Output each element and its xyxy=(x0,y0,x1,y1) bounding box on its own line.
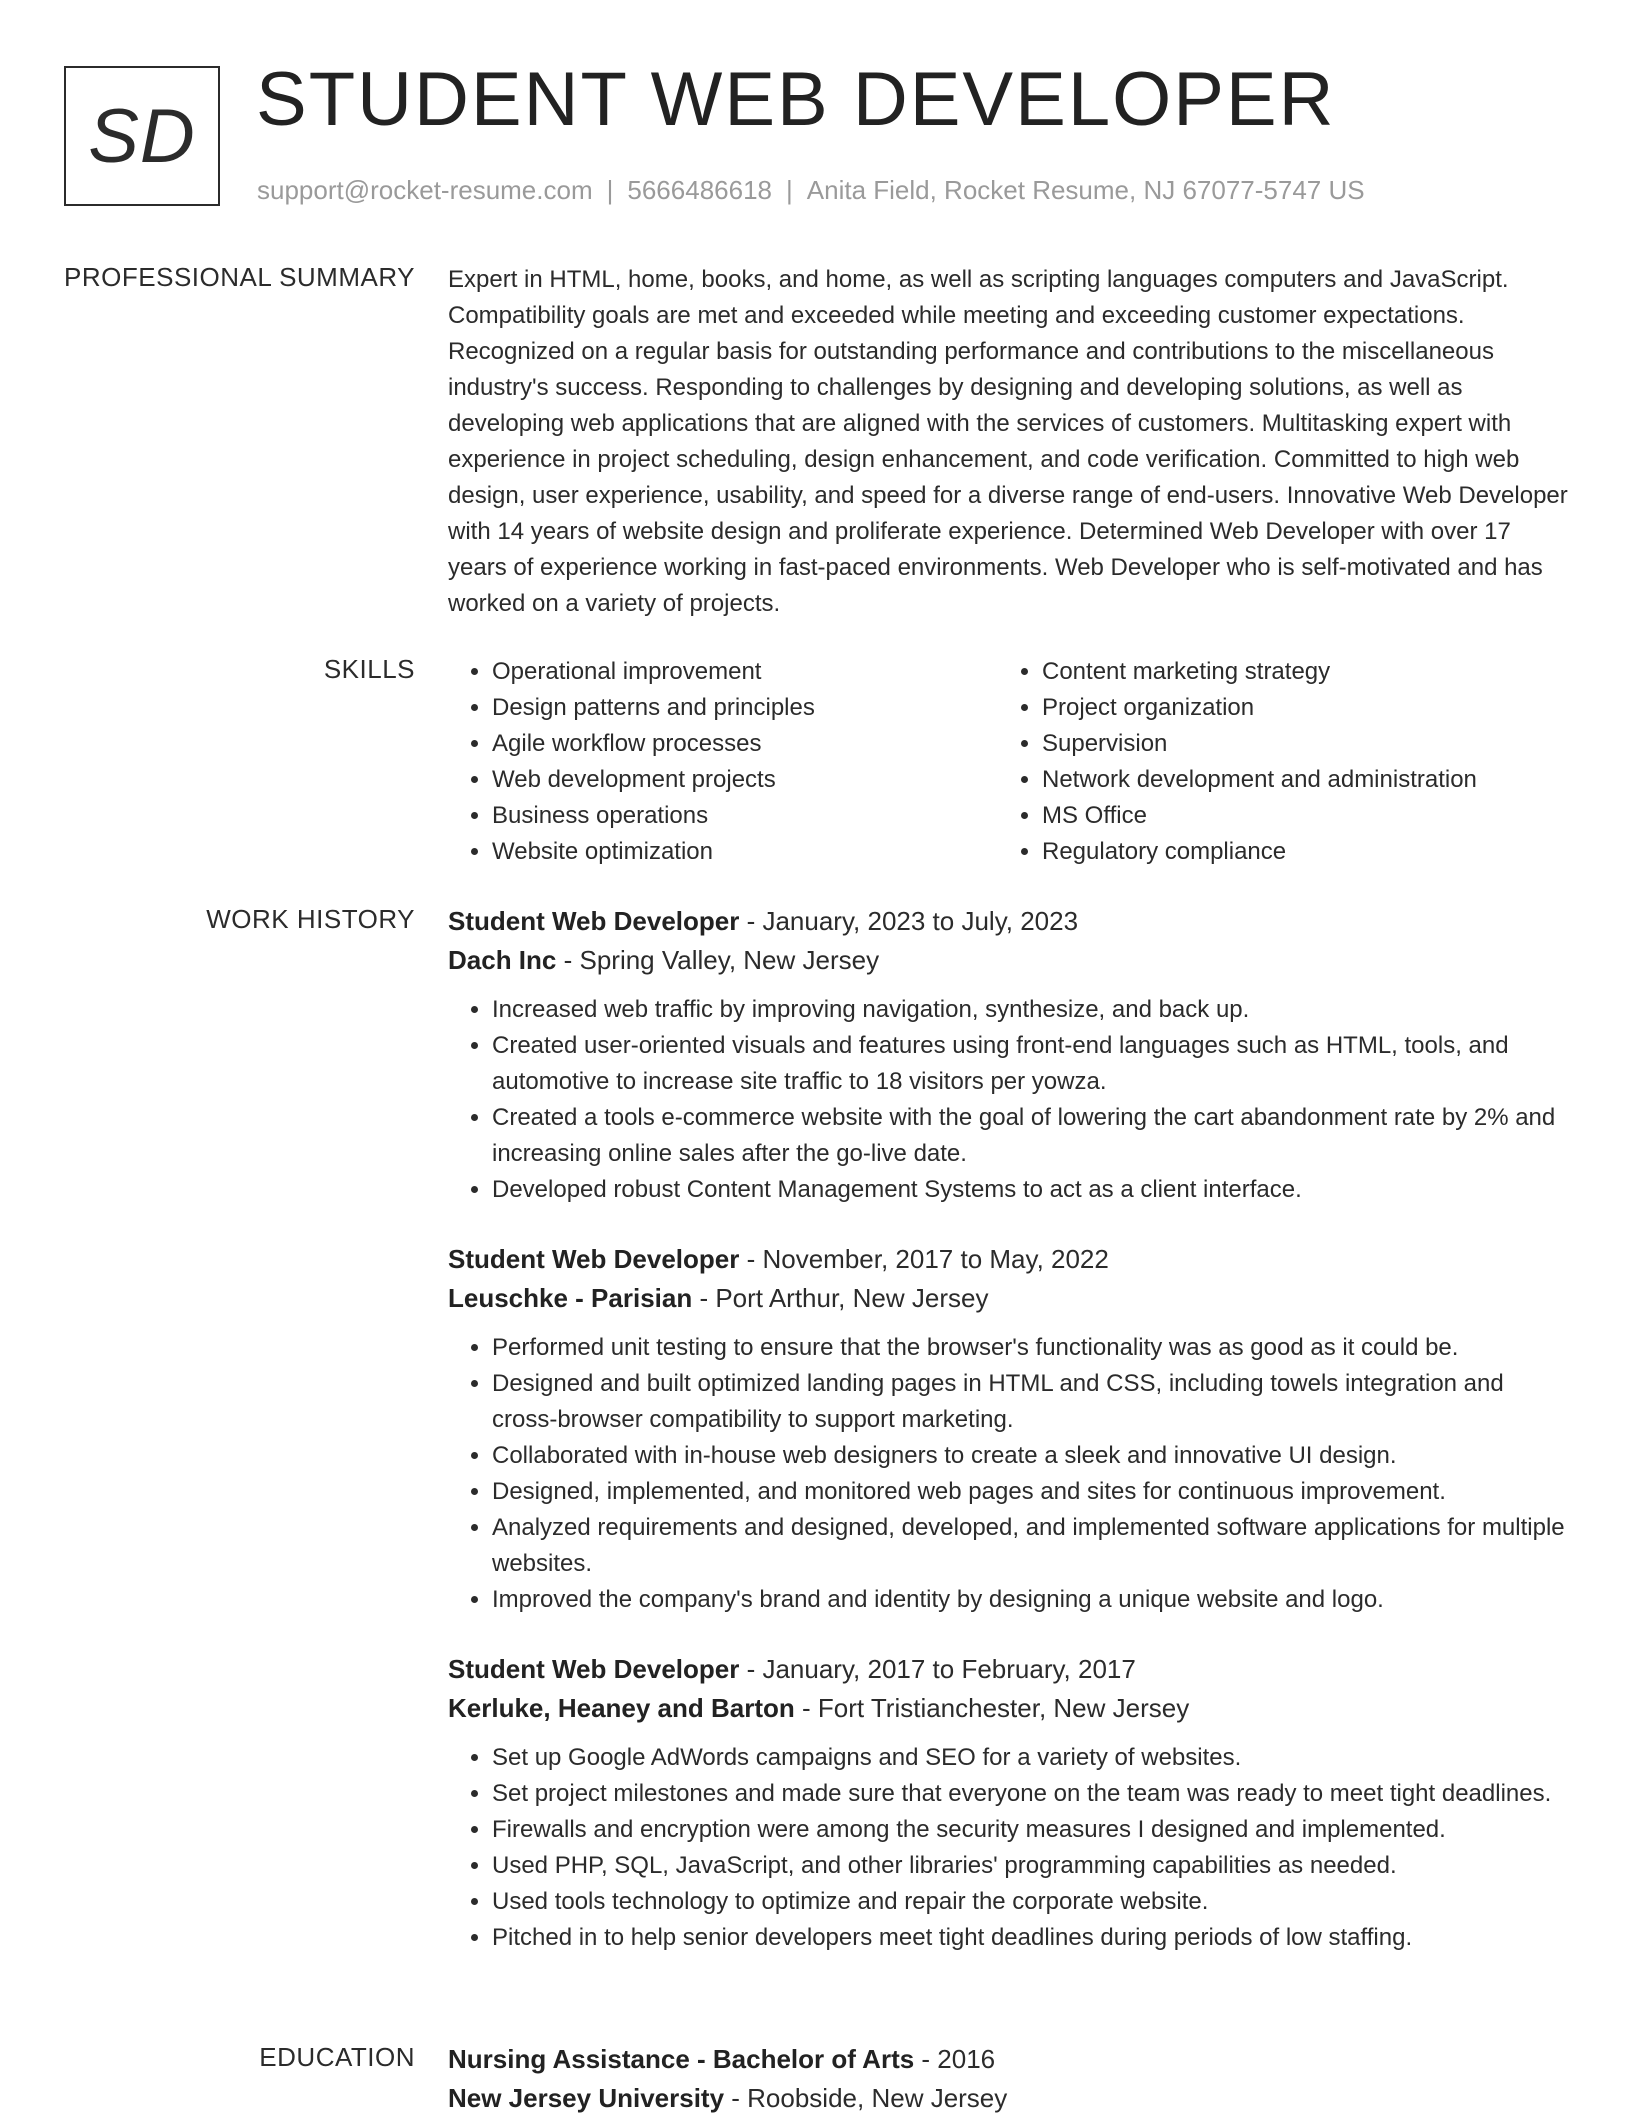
job-title-line xyxy=(448,1650,1568,1689)
job-bullet: • Performed unit testing to ensure that the browser's functionality was as good as it could be. xyxy=(492,1330,1568,1366)
section-heading-education: EDUCATION xyxy=(259,2042,415,2072)
job-title-line xyxy=(448,902,1568,941)
job-location: - Port Arthur, New Jersey xyxy=(692,1283,989,1313)
job-bullet: • Developed robust Content Management Systems to act as a client interface. xyxy=(492,1172,1568,1208)
monogram-logo: SD xyxy=(64,66,220,206)
skill-item: • Website optimization xyxy=(492,834,998,870)
job-company-line xyxy=(448,1279,1568,1318)
job-entry xyxy=(448,1650,1568,1956)
work-body xyxy=(448,902,1568,1988)
job-dates: - November, 2017 to May, 2022 xyxy=(739,1244,1109,1274)
job-bullet: • Firewalls and encryption were among the security measures I designed and implemented. xyxy=(492,1812,1568,1848)
contact-phone: 5666486618 xyxy=(627,175,772,205)
job-bullets xyxy=(448,1740,1568,1956)
job-bullet: • Created user-oriented visuals and features using front-end languages such as HTML, tools, and automotive to increase site traffic to 18 visitors per yowza. xyxy=(492,1028,1568,1100)
job-bullet: • Pitched in to help senior developers meet tight deadlines during periods of low staffing. xyxy=(492,1920,1568,1956)
skill-item: • Content marketing strategy xyxy=(1042,654,1562,690)
skill-item: • Network development and administration xyxy=(1042,762,1562,798)
job-bullet: • Collaborated with in-house web designers to create a sleek and innovative UI design. xyxy=(492,1438,1568,1474)
contact-separator: | xyxy=(606,175,614,205)
education-year: - 2016 xyxy=(914,2044,996,2074)
contact-email: support@rocket-resume.com xyxy=(257,175,593,205)
job-bullet: • Increased web traffic by improving navigation, synthesize, and back up. xyxy=(492,992,1568,1028)
skills-list-left xyxy=(448,654,998,870)
skill-item: • Web development projects xyxy=(492,762,998,798)
section-heading-summary: PROFESSIONAL SUMMARY xyxy=(64,262,415,292)
job-title-line xyxy=(448,1240,1568,1279)
skill-item: • MS Office xyxy=(1042,798,1562,834)
job-entry xyxy=(448,902,1568,1208)
job-title: Student Web Developer xyxy=(448,1244,740,1274)
skills-body xyxy=(448,654,1568,870)
job-bullet: • Created a tools e-commerce website with the goal of lowering the cart abandonment rate by 2% and increasing online sales after the go-live date. xyxy=(492,1100,1568,1172)
job-company-line xyxy=(448,941,1568,980)
job-bullet: • Set up Google AdWords campaigns and SEO for a variety of websites. xyxy=(492,1740,1568,1776)
education-school: New Jersey University xyxy=(448,2083,725,2113)
job-title: Student Web Developer xyxy=(448,906,740,936)
skills-list-right xyxy=(998,654,1562,870)
contact-separator: | xyxy=(786,175,793,205)
job-dates: - January, 2023 to July, 2023 xyxy=(739,906,1079,936)
job-dates: - January, 2017 to February, 2017 xyxy=(739,1654,1136,1684)
contact-address: Anita Field, Rocket Resume, NJ 67077-5747 US xyxy=(806,175,1365,205)
job-location: - Spring Valley, New Jersey xyxy=(556,945,880,975)
education-location: - Roobside, New Jersey xyxy=(724,2083,1008,2113)
job-bullet: • Designed, implemented, and monitored web pages and sites for continuous improvement. xyxy=(492,1474,1568,1510)
job-title: Student Web Developer xyxy=(448,1654,740,1684)
skill-item: • Supervision xyxy=(1042,726,1562,762)
job-bullet: • Used PHP, SQL, JavaScript, and other libraries' programming capabilities as needed. xyxy=(492,1848,1568,1884)
contact-line xyxy=(257,175,1365,206)
job-entry xyxy=(448,1240,1568,1618)
education-school-line xyxy=(448,2079,1568,2118)
section-heading-skills: SKILLS xyxy=(323,654,415,684)
summary-body xyxy=(448,262,1568,622)
job-bullet: • Improved the company's brand and identity by designing a unique website and logo. xyxy=(492,1582,1568,1618)
job-bullet: • Used tools technology to optimize and repair the corporate website. xyxy=(492,1884,1568,1920)
skill-item: • Business operations xyxy=(492,798,998,834)
job-bullets xyxy=(448,1330,1568,1618)
education-body xyxy=(448,2040,1568,2118)
summary-text: Expert in HTML, home, books, and home, as well as scripting languages computers and JavaScript. Compatibility goals are met and exceeded while meeting and exceeding customer expectations. Recognized on a regular basis for outstanding performance and contributions to the miscellaneous industry's success. Responding to challenges by designing and developing solutions, as well as developing web applications that are aligned with the services of customers. Multitasking expert with experience in project scheduling, design enhancement, and code verification. Committed to high web design, user experience, usability, and speed for a diverse range of end-users. Innovative Web Developer with 14 years of website design and proliferate experience. Determined Web Developer with over 17 years of experience working in fast-paced environments. Web Developer who is self-motivated and has worked on a variety of projects. xyxy=(448,266,1568,617)
skill-item: • Design patterns and principles xyxy=(492,690,998,726)
skill-item: • Agile workflow processes xyxy=(492,726,998,762)
job-bullet: • Set project milestones and made sure that everyone on the team was ready to meet tight deadlines. xyxy=(492,1776,1568,1812)
skill-item: • Project organization xyxy=(1042,690,1562,726)
job-bullet: • Designed and built optimized landing pages in HTML and CSS, including towels integration and cross-browser compatibility to support marketing. xyxy=(492,1366,1568,1438)
job-bullet: • Analyzed requirements and designed, developed, and implemented software applications for multiple websites. xyxy=(492,1510,1568,1582)
skill-item: • Operational improvement xyxy=(492,654,998,690)
education-degree: Nursing Assistance - Bachelor of Arts xyxy=(448,2044,915,2074)
job-company: Leuschke - Parisian xyxy=(448,1283,693,1313)
education-degree-line xyxy=(448,2040,1568,2079)
job-company-line xyxy=(448,1689,1568,1728)
section-heading-work: WORK HISTORY xyxy=(206,904,415,934)
skill-item: • Regulatory compliance xyxy=(1042,834,1562,870)
job-bullets xyxy=(448,992,1568,1208)
job-location: - Fort Tristianchester, New Jersey xyxy=(794,1693,1190,1723)
job-company: Kerluke, Heaney and Barton xyxy=(448,1693,795,1723)
page-title: STUDENT WEB DEVELOPER xyxy=(256,57,1336,142)
job-company: Dach Inc xyxy=(448,945,557,975)
